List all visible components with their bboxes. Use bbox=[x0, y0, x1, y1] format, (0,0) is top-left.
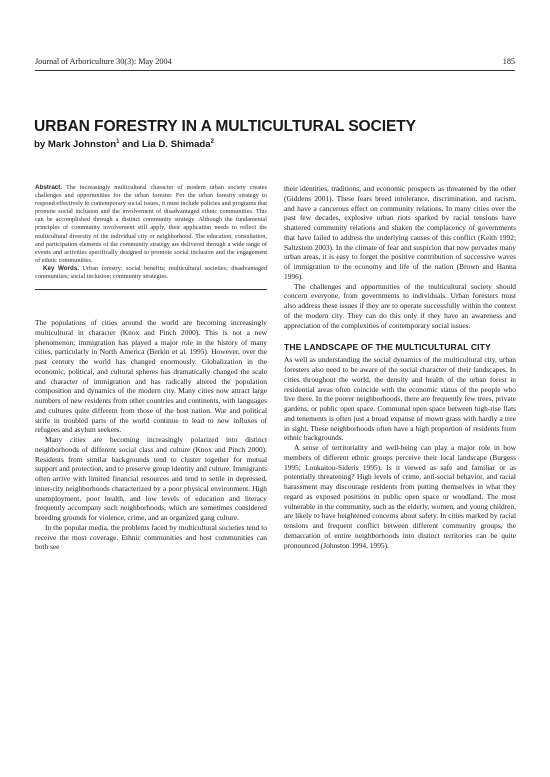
abstract-block bbox=[35, 184, 267, 281]
abstract-rule bbox=[35, 289, 267, 290]
authors-conjunction: and bbox=[119, 139, 142, 151]
keywords-paragraph bbox=[35, 265, 267, 281]
body-paragraph: As well as understanding the social dynamics of the multicultural city, urban foresters also need to be aware of the social character of their landscapes. In cities throughout the world, the density and health of the urban forest in residential areas often coincide with the economic status of the people who live there. In the poorer neighborhoods, there are frequently few trees, private gardens, or public open space. Communal open space between high-rise flats and tenements is often just a broad expanse of mown grass with hardly a tree in sight. These neighborhoods often have a high proportion of residents from ethnic backgrounds. bbox=[284, 355, 516, 443]
author-name-1: Mark Johnston bbox=[47, 139, 117, 151]
header-rule bbox=[35, 70, 515, 71]
journal-citation: Journal of Arboriculture 30(3): May 2004 bbox=[35, 57, 172, 66]
abstract-text: The increasingly multicultural character of modern urban society creates challenges and opportunities for the urban forester. For the urban forestry strategy to respond effectively to contemporary social issues, it must include policies and programs that promote social inclusion and the involvement of disadvantaged ethnic communities. This can be accomplished through a distinct community strategy. Although the fundamental principles of community involvement still apply, their application needs to reflect the multicultural diversity of the individual city or neighborhood. The education, consultation, and participation elements of the community strategy are delivered through a wide range of events and activities specifically designed to promote social inclusion and the engagement of ethnic communities. bbox=[35, 184, 267, 264]
body-text-right-bottom bbox=[284, 355, 516, 550]
right-column bbox=[284, 184, 516, 550]
author-footnote-1: 1 bbox=[116, 139, 120, 145]
keywords-label: Key Words. bbox=[43, 264, 80, 272]
authors-prefix: by bbox=[34, 139, 48, 151]
section-heading: THE LANDSCAPE OF THE MULTICULTURAL CITY bbox=[284, 342, 491, 353]
left-column bbox=[35, 184, 267, 552]
body-paragraph: The challenges and opportunities of the multicultural society should concern everyone, from governments to individuals. Urban foresters must also address these issues if they are to operate successfully within the context of the modern city. They can do this only if they have an awareness and appreciation of the complexities of contemporary social issues. bbox=[284, 281, 516, 330]
abstract-paragraph bbox=[35, 184, 267, 265]
running-header bbox=[35, 57, 515, 69]
body-text-right-top bbox=[284, 184, 516, 330]
abstract-label: Abstract. bbox=[35, 184, 63, 191]
body-text-left bbox=[35, 318, 267, 552]
author-name-2: Lia D. Shimada bbox=[141, 139, 211, 151]
body-paragraph: In the popular media, the problems faced by multicultural societies tend to receive the most coverage. Ethnic communities and host communities can both see bbox=[35, 522, 267, 552]
body-paragraph: A sense of territoriality and well-being can play a major role in how members of different ethnic groups perceive their local landscape (Burgess 1995; Loukaitou-Sideris 1995). Is it viewed as safe and familiar or as potentially threatening? High levels of crime, anti-social behavior, and racial harassment may discourage residents from putting themselves in what they regard as exposed positions in public open space or woodland. The most vulnerable in the community, such as the elderly, women, and young children, are likely to have heightened concerns about safety. In cities marked by racial tensions and frequent conflict between different community groups, the demarcation of entire neighborhoods into distinct territories can be quite pronounced (Johnston 1994, 1995). bbox=[284, 443, 516, 550]
author-footnote-2: 2 bbox=[210, 139, 214, 145]
body-paragraph: their identities, traditions, and economic prospects as threatened by the other (Giddens 2001). These fears breed intolerance, discrimination, and racism, and have a cancerous effect on community relations. In many cities over the past few decades, explosive urban riots sparked by racial tensions have shattered community relations and shaken the complacency of governments that have failed to address the underlying causes of this conflict (Keith 1992; Saltzstein 2003). In the climate of fear and suspicion that now pervades many urban areas, it is easy to forget the positive contribution of successive waves of immigration to the economy and life of the nation (Brown and Hanna 1996). bbox=[284, 184, 516, 281]
article-title: URBAN FORESTRY IN A MULTICULTURAL SOCIETY bbox=[34, 118, 416, 135]
body-paragraph: The populations of cities around the world are becoming increasingly multicultural in character (Knox and Pinch 2000). This is not a new phenomenon; immigration has played a major role in the history of many cities, particularly in North America (Berkin et al. 1995). However, over the past century the world has changed enormously. Globalization in the economic, political, and cultural spheres has dramatically changed the scale and character of immigration and has radically altered the population composition and dynamics of the modern city. Many cities now attract large numbers of new residents from other countries and continents, with languages and cultures quite different from those of the host nation. War and political strife in troubled parts of the world continue to lead to new influxes of refugees and asylum seekers. bbox=[35, 318, 267, 435]
keywords-text: Urban forestry; social benefits; multicultural societies; disadvantaged communities; social inclusion; community strategies. bbox=[35, 264, 267, 281]
page-number: 185 bbox=[502, 57, 515, 66]
article-authors bbox=[34, 139, 214, 150]
body-paragraph: Many cities are becoming increasingly polarized into distinct neighborhoods of different social class and culture (Knox and Pinch 2000). Residents from similar backgrounds tend to cluster together for mutual support and protection, and to preserve group identity and culture. Immigrants often arrive with limited financial resources and tend to settle in depressed, inner-city neighborhoods characterized by a poor physical environment. High unemployment, poor health, and low levels of education and literacy frequently accompany such neighborhoods, which are sometimes considered breeding grounds for violence, crime, and an organized gang culture. bbox=[35, 435, 267, 523]
